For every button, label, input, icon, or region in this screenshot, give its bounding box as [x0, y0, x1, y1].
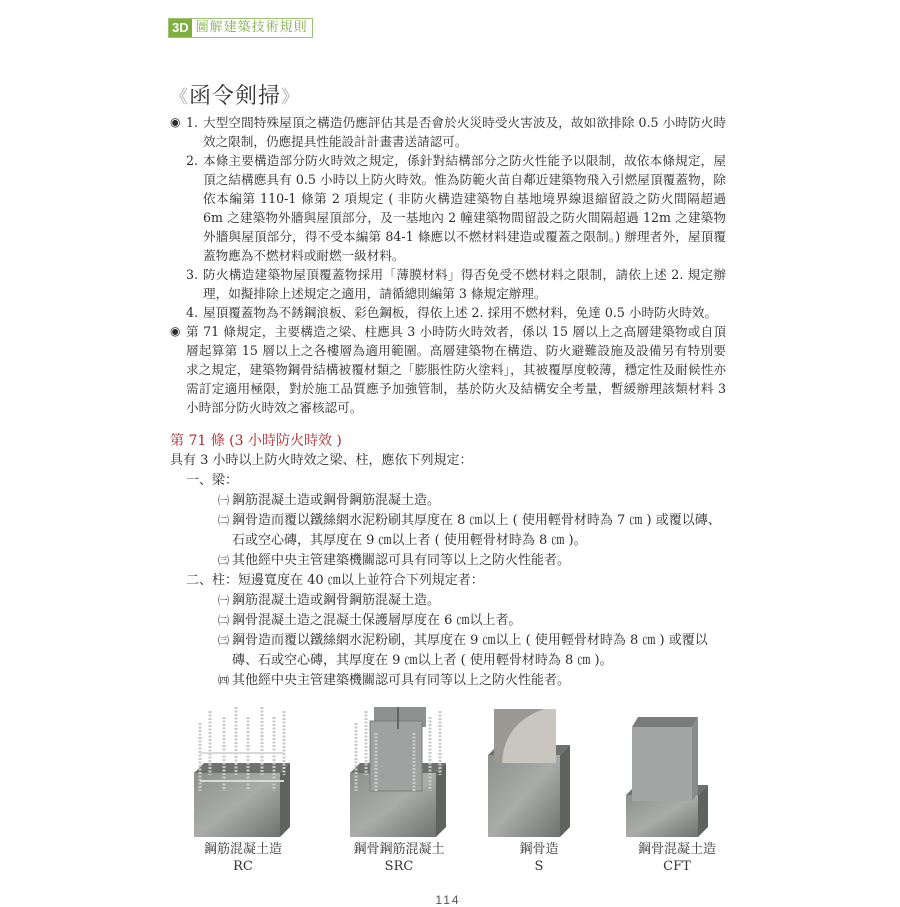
section-column-label: 二、柱：短邊寬度在 40 ㎝以上並符合下列規定者： [186, 573, 484, 588]
figure-rc [188, 703, 298, 883]
caption-en: S [534, 859, 544, 874]
note-number: 1. [186, 115, 199, 130]
item-marker: ㈣ [218, 674, 229, 687]
list-item [170, 611, 726, 631]
note-text: 屋頂覆蓋物為不銹鋼浪板、彩色鋼板，得依上述 2. 採用不燃材料，免達 0.5 小時防火時效。 [203, 305, 718, 320]
caption-en: CFT [663, 859, 691, 874]
notes-list [170, 113, 726, 322]
note-number: 4. [186, 305, 199, 320]
section-heading-label: 函令剣掃 [189, 84, 282, 109]
note-text: 防火構造建築物屋頂覆蓋物採用「薄膜材料」得否免受不燃材料之限制，請依上述 2. 規定辦理，如擬排除上述規定之適用，請循總則編第 3 條規定辦理。 [203, 267, 726, 301]
item-text: 鋼筋混凝土造或鋼骨鋼筋混凝土造。 [232, 593, 441, 608]
item-marker: ㈡ [218, 614, 229, 627]
article-body [170, 451, 726, 691]
item-marker: ㈡ [218, 514, 229, 527]
caption-en: SRC [384, 859, 414, 874]
book-header [168, 18, 313, 38]
bullet-icon [170, 265, 186, 303]
item-text: 其他經中央主管建築機關認可具有同等以上之防火性能者。 [232, 553, 571, 568]
book-logo: 3D [169, 19, 192, 37]
section-heading [170, 84, 726, 111]
note-item [170, 265, 726, 303]
article-intro: 具有 3 小時以上防火時效之梁、柱，應依下列規定： [170, 453, 473, 468]
bullet-icon [170, 151, 186, 265]
rc-column-illustration [188, 703, 298, 838]
page-content [170, 84, 726, 907]
figure-s [484, 703, 594, 883]
item-text: 其他經中央主管建築機關認可具有同等以上之防火性能者。 [232, 673, 571, 688]
note-text: 大型空間特殊屋頂之構造仍應評估其是否會於火災時受火害波及，故如欲排除 0.5 小時防火時效之限制，仍應提具性能設計計畫書送請認可。 [203, 115, 726, 149]
figure-cft [622, 703, 732, 883]
note-item [170, 113, 726, 151]
item-marker: ㈢ [218, 554, 229, 567]
note-item [170, 303, 726, 322]
bullet-icon: ◉ [170, 115, 181, 129]
figure-caption [607, 841, 747, 875]
article-title: 第 71 條 (3 小時防火時效 ) [170, 433, 342, 449]
list-item [170, 551, 726, 571]
figure-caption [173, 841, 313, 875]
caption-zh: 鋼骨鋼筋混凝土 [353, 842, 445, 857]
item-marker: ㈢ [218, 634, 229, 647]
caption-zh: 鋼骨造 [519, 842, 559, 857]
caption-zh: 鋼筋混凝土造 [203, 842, 282, 857]
bracket-open: 《 [170, 87, 189, 108]
bullet-icon [170, 303, 186, 322]
note-text: 本條主要構造部分防火時效之規定，係針對結構部分之防火性能予以限制，故依本條規定，屋頂之結構應具有 0.5 小時以上防火時效。惟為防範火苗自鄰近建築物飛入引燃屋頂覆蓋物，除依本編第 110-1 條第 2 項規定 ( 非防火構造建築物自基地境界線退縮留設之防火間隔超過 6m 之建築物外牆與屋頂部分，及一基地內 2 幢建築物間留設之防火間隔超過 12m 之建築物外牆與屋頂部分，得不受本編第 84-1 條應以不燃材料建造或覆蓋之限制。) 辦理者外，屋頂覆蓋物應為不燃材料或耐燃一級材料。 [203, 153, 726, 263]
figure-src [344, 703, 454, 883]
item-text: 鋼骨造而覆以鐵絲網水泥粉刷，其厚度在 9 ㎝以上 ( 使用輕骨材時為 8 ㎝ ) 或覆以磚、石或空心磚，其厚度在 9 ㎝以上者 ( 使用輕骨材時為 8 ㎝ )。 [232, 633, 708, 668]
figure-caption [469, 841, 609, 875]
list-item [170, 491, 726, 511]
item-text: 鋼骨混凝土造之混凝土保護層厚度在 6 ㎝以上者。 [232, 613, 522, 628]
src-column-illustration [344, 703, 454, 838]
bullet-icon: ◉ [170, 324, 181, 338]
list-item [170, 591, 726, 611]
note-71-text: 第 71 條規定，主要構造之梁、柱應具 3 小時防火時效者，係以 15 層以上之高層建築物或自頂層起算第 15 層以上之各樓層為適用範圍。高層建築物在構造、防火避難設施及設備另有特別要求之規定，建築物鋼骨結構被覆材類之「膨脹性防火塗料」，其被覆厚度較薄，穩定性及耐候性亦需訂定適用極限，對於施工品質應予加強管制，基於防火及結構安全考量，暫緩辦理該類材料 3 小時部分防火時效之審核認可。 [186, 324, 726, 415]
figure-caption [329, 841, 469, 875]
item-text: 鋼筋混凝土造或鋼骨鋼筋混凝土造。 [232, 493, 441, 508]
caption-zh: 鋼骨混凝土造 [637, 842, 716, 857]
list-item [170, 631, 726, 671]
book-title: 圖解建築技術規則 [195, 20, 308, 35]
column-type-figures [170, 703, 730, 883]
note-number: 2. [186, 153, 199, 168]
list-item [170, 511, 726, 551]
note-number: 3. [186, 267, 199, 282]
page-number: 114 [435, 893, 461, 907]
caption-en: RC [233, 859, 253, 874]
item-marker: ㈠ [218, 594, 229, 607]
cft-column-illustration [622, 703, 732, 838]
note-71 [170, 322, 726, 417]
section-beam-label: 一、梁： [186, 473, 239, 488]
bracket-close: 》 [281, 87, 301, 108]
note-item [170, 151, 726, 265]
item-marker: ㈠ [218, 494, 229, 507]
s-column-illustration [484, 703, 594, 838]
list-item [170, 671, 726, 691]
item-text: 鋼骨造而覆以鐵絲網水泥粉刷其厚度在 8 ㎝以上 ( 使用輕骨材時為 7 ㎝ ) 或覆以磚、石或空心磚，其厚度在 9 ㎝以上者 ( 使用輕骨材時為 8 ㎝ )。 [232, 513, 721, 548]
